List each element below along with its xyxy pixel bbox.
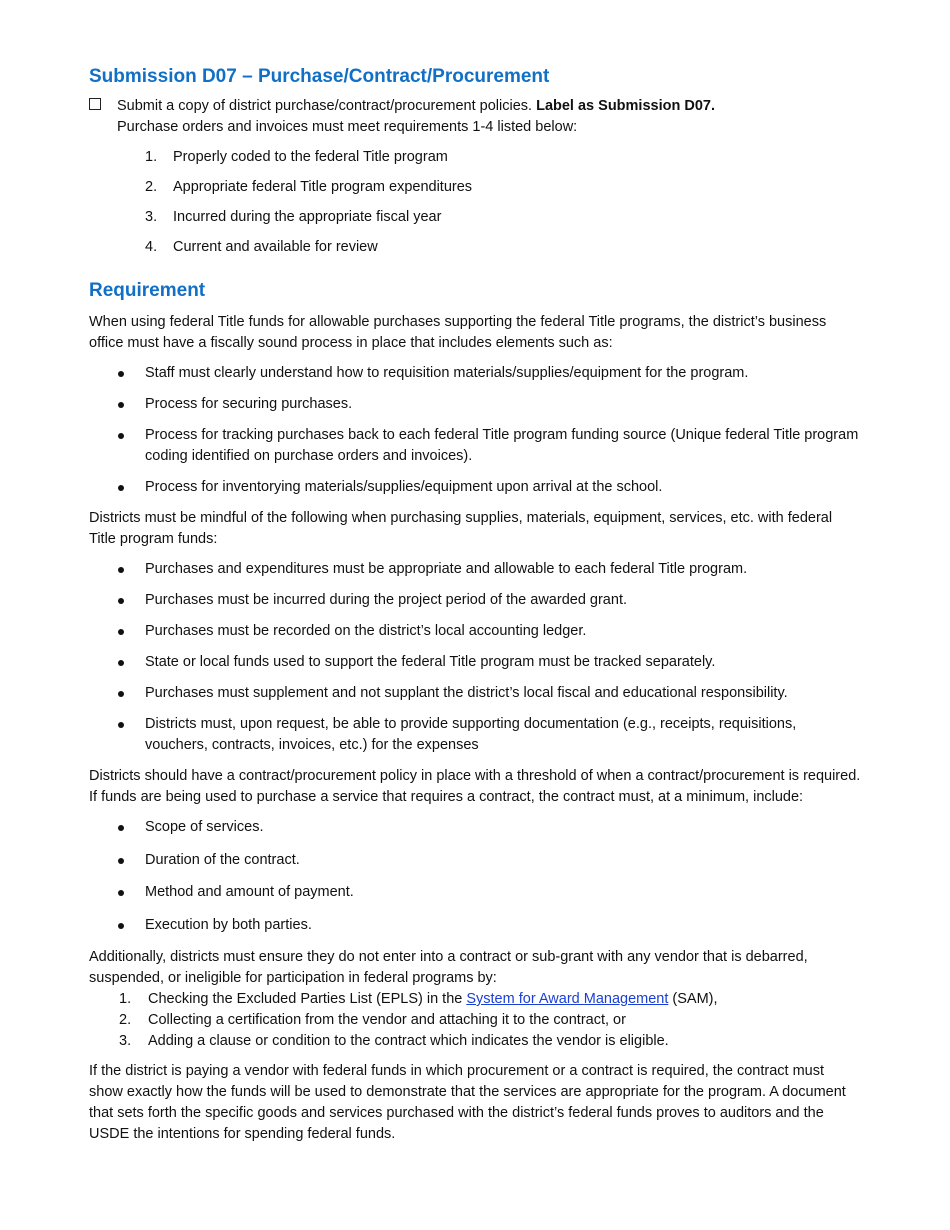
list-item: 3. Adding a clause or condition to the contract which indicates the vendor is eligible. — [119, 1033, 669, 1049]
list-item: Purchases must be recorded on the district’s local accounting ledger. — [89, 621, 861, 642]
bullet-icon — [118, 567, 124, 573]
list-item: 2. Appropriate federal Title program expenditures — [145, 179, 473, 195]
closing-paragraph: If the district is paying a vendor with federal funds in which procurement or a contract is required, the contract must show exactly how the funds will be used to demonstrate that the services are appropriate for the program. A document that sets forth the specific goods and services purchased with the district’s federal funds proves to auditors and the USDE the intentions for spending federal funds. — [89, 1063, 846, 1142]
list-item: Execution by both parties. — [89, 915, 861, 936]
list-item: Purchases and expenditures must be appropriate and allowable to each federal Title program. — [89, 559, 861, 580]
submission-heading: Submission D07 – Purchase/Contract/Procurement — [89, 66, 550, 87]
bullet-icon — [118, 485, 124, 491]
submission-instruction: Submit a copy of district purchase/contract/procurement policies. — [117, 98, 533, 114]
list-item: Districts must, upon request, be able to provide supporting documentation (e.g., receipts, requisitions, vouchers, contracts, invoices, etc.) for the expenses — [89, 714, 861, 756]
list-item: 2. Collecting a certification from the vendor and attaching it to the contract, or — [119, 1012, 626, 1028]
list-item: State or local funds used to support the federal Title program must be tracked separately. — [89, 652, 861, 673]
requirements-list — [89, 147, 861, 267]
submission-subtext: Purchase orders and invoices must meet requirements 1-4 listed below: — [117, 119, 578, 135]
list-item: 4. Current and available for review — [145, 239, 378, 255]
process-list — [89, 363, 861, 498]
list-item: 3. Incurred during the appropriate fiscal year — [145, 209, 442, 225]
list-item: 1. Checking the Excluded Parties List (EPLS) in the System for Award Management (SAM), — [119, 991, 718, 1007]
bullet-icon — [118, 722, 124, 728]
bullet-icon — [118, 890, 124, 896]
requirement-heading: Requirement — [89, 280, 206, 301]
bullet-icon — [118, 598, 124, 604]
bullet-icon — [118, 629, 124, 635]
checkbox-icon[interactable] — [89, 98, 101, 110]
list-item: Process for tracking purchases back to each federal Title program funding source (Unique federal Title program coding identified on purchase orders and invoices). — [89, 425, 861, 467]
requirement-intro: When using federal Title funds for allowable purchases supporting the federal Title programs, the district’s business office must have a fiscally sound process in place that includes elements such as: — [89, 314, 827, 351]
bullet-icon — [118, 660, 124, 666]
list-item: 1. Properly coded to the federal Title program — [145, 149, 448, 165]
vendor-intro: Additionally, districts must ensure they do not enter into a contract or sub-grant with any vendor that is debarred, suspended, or ineligible for participation in federal programs by: — [89, 949, 808, 986]
mindful-list — [89, 559, 861, 756]
bullet-icon — [118, 858, 124, 864]
list-item: Staff must clearly understand how to requisition materials/supplies/equipment for the program. — [89, 363, 861, 384]
bullet-icon — [118, 402, 124, 408]
sam-link[interactable]: System for Award Management — [466, 991, 669, 1007]
bullet-icon — [118, 691, 124, 697]
submission-checklist-item — [89, 96, 861, 138]
submission-label-note: Label as Submission D07. — [536, 98, 715, 114]
bullet-icon — [118, 433, 124, 439]
bullet-icon — [118, 825, 124, 831]
bullet-icon — [118, 923, 124, 929]
list-item: Process for securing purchases. — [89, 394, 861, 415]
list-item: Method and amount of payment. — [89, 882, 861, 903]
list-item: Scope of services. — [89, 817, 861, 838]
contract-intro: Districts should have a contract/procurement policy in place with a threshold of when a contract/procurement is required. If funds are being used to purchase a service that requires a contract, the contract must, at a minimum, include: — [89, 768, 861, 805]
list-item: Duration of the contract. — [89, 850, 861, 871]
vendor-steps-list — [89, 989, 861, 1052]
document-page — [89, 64, 861, 1154]
list-item: Process for inventorying materials/supplies/equipment upon arrival at the school. — [89, 477, 861, 498]
bullet-icon — [118, 371, 124, 377]
list-item: Purchases must supplement and not supplant the district’s local fiscal and educational responsibility. — [89, 683, 861, 704]
mindful-intro: Districts must be mindful of the following when purchasing supplies, materials, equipment, services, etc. with federal Title program funds: — [89, 510, 833, 547]
list-item: Purchases must be incurred during the project period of the awarded grant. — [89, 590, 861, 611]
contract-list — [89, 817, 861, 936]
